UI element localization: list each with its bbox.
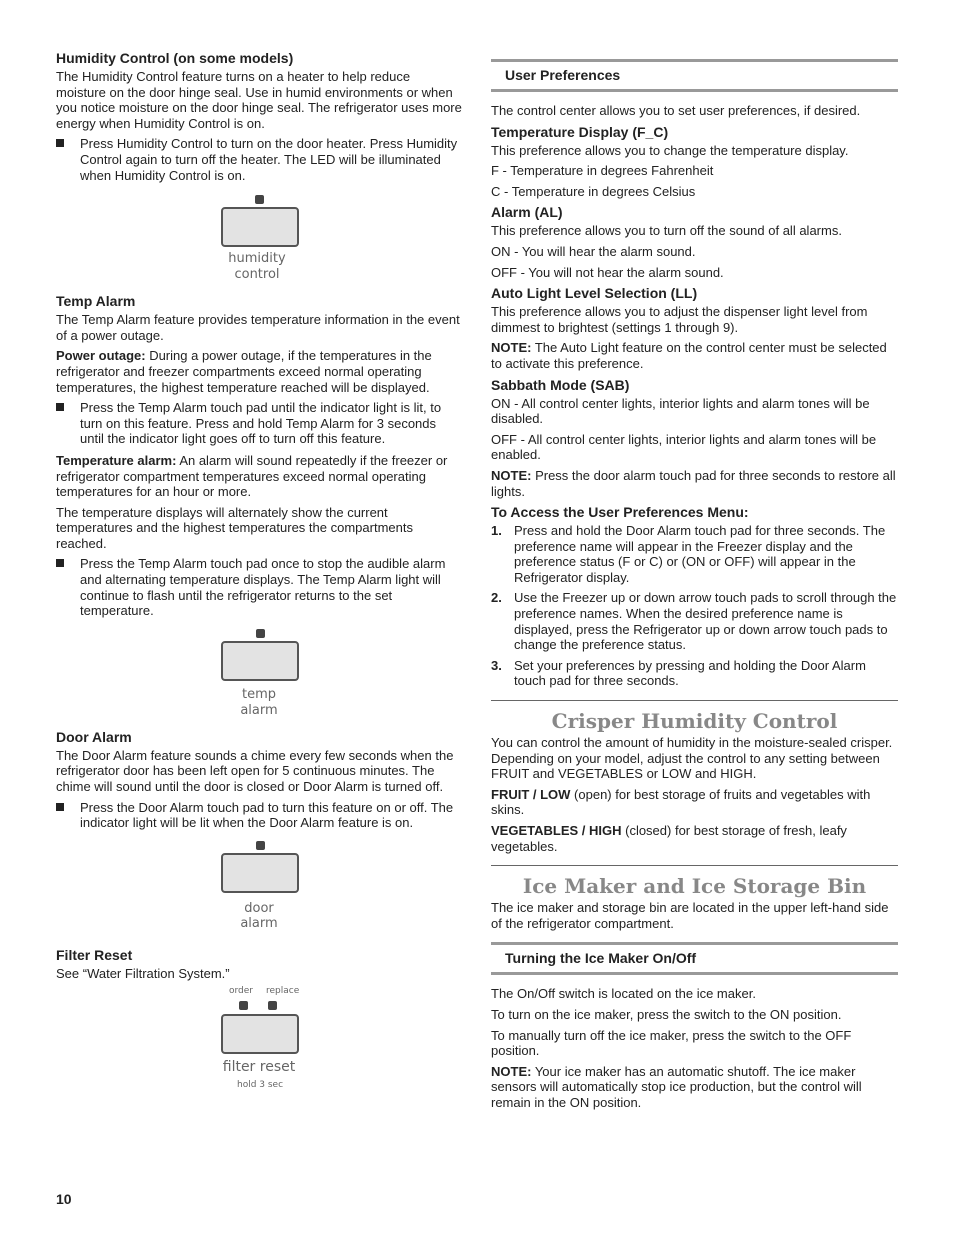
door-alarm-touch-pad (221, 853, 299, 893)
temperature-alarm-text: Temperature alarm: An alarm will sound repeatedly if the freezer or refrigerator compartment temperatures exceed normal operating temperatures for an hour or more. (56, 452, 448, 500)
page-number: 10 (56, 1191, 72, 1207)
right-column (491, 59, 898, 1116)
sabbath-off-option: OFF - All control center lights, interior lights and alarm tones will be enabled. (491, 431, 877, 463)
auto-light-text: This preference allows you to adjust the dispenser light level from dimmest to brightest (settings 1 through 9). (491, 304, 868, 335)
humidity-control-bullet: Press Humidity Control to turn on the door heater. Press Humidity Control again to turn off the heater. The LED will be illuminated when Humidity Control is on. (56, 136, 462, 183)
hold-3-sec-label: hold 3 sec (237, 1080, 284, 1091)
user-preferences-header: User Preferences (491, 59, 898, 92)
temperature-display-text: The temperature displays will alternately show the current temperatures and the highest temperatures the compartments reached. (56, 504, 413, 551)
alarm-label: alarm (240, 702, 278, 718)
power-outage-text: Power outage: During a power outage, if the temperatures in the refrigerator and freezer compartments exceed normal operating temperatures, the highest temperature reached will be displayed. (56, 348, 432, 395)
temp-alarm-heading: Temp Alarm (56, 293, 136, 310)
filter-reset-touch-pad (221, 1014, 299, 1054)
replace-led-icon (268, 1001, 277, 1010)
user-preferences-intro: The control center allows you to set user preferences, if desired. (491, 103, 861, 118)
alarm-on-option: ON - You will hear the alarm sound. (491, 243, 696, 259)
temp-alarm-text: The Temp Alarm feature provides temperature information in the event of a power outage. (56, 312, 460, 343)
sabbath-note: NOTE: Press the door alarm touch pad for three seconds to restore all lights. (491, 467, 896, 499)
left-column (56, 50, 462, 1098)
filter-reset-label: filter reset (222, 1059, 296, 1076)
fruit-low-text: FRUIT / LOW (open) for best storage of fruits and vegetables with skins. (491, 786, 871, 818)
door-label: door (244, 900, 274, 916)
fahrenheit-option: F - Temperature in degrees Fahrenheit (491, 163, 714, 179)
vegetables-high-text: VEGETABLES / HIGH (closed) for best storage of fresh, leafy vegetables. (491, 823, 847, 854)
door-alarm-heading: Door Alarm (56, 728, 132, 745)
turn-off-text: To manually turn off the ice maker, press the switch to the OFF position. (491, 1027, 852, 1059)
turn-on-text: To turn on the ice maker, press the switch to the ON position. (491, 1006, 842, 1022)
temperature-display-heading: Temperature Display (F_C) (491, 123, 669, 140)
access-menu-heading: To Access the User Preferences Menu: (491, 504, 749, 521)
filter-reset-heading: Filter Reset (56, 946, 133, 963)
temp-label: temp (241, 686, 276, 702)
ice-maker-note: NOTE: Your ice maker has an automatic shutoff. The ice maker sensors will automatically stop ice production, but the control will remain in the ON position. (491, 1063, 862, 1110)
switch-location-text: The On/Off switch is located on the ice maker. (491, 986, 756, 1002)
led-indicator-icon (256, 841, 265, 850)
temperature-display-text: This preference allows you to change the temperature display. (491, 142, 849, 158)
door-alarm-bullet: Press the Door Alarm touch pad to turn this feature on or off. The indicator light will be lit when the Door Alarm feature is on. (56, 800, 462, 831)
alarm-off-option: OFF - You will not hear the alarm sound. (491, 264, 724, 280)
replace-label: replace (266, 986, 300, 997)
bullet-icon (56, 139, 64, 147)
alarm-heading: Alarm (AL) (491, 204, 563, 221)
alarm-text: This preference allows you to turn off the sound of all alarms. (491, 223, 842, 239)
auto-light-heading: Auto Light Level Selection (LL) (491, 285, 698, 302)
led-indicator-icon (255, 195, 264, 204)
temp-alarm-button-figure (56, 625, 462, 725)
crisper-text: You can control the amount of humidity in the moisture-sealed crisper. Depending on your model, adjust the control to any setting between FRUIT and VEGETABLES or LOW and HIGH. (491, 735, 893, 782)
step-item: 1. Press and hold the Door Alarm touch pad for three seconds. The preference name will appear in the Freezer display and the preference status (F or C) or (ON or OFF) will appear in the Refrigerator display. (491, 523, 886, 585)
temp-alarm-touch-pad (221, 641, 299, 681)
control-label: control (234, 267, 280, 283)
crisper-humidity-heading: Crisper Humidity Control (491, 700, 898, 733)
door-alarm-button-figure (56, 837, 462, 937)
filter-reset-button-figure (56, 986, 462, 1098)
sabbath-on-option: ON - All control center lights, interior lights and alarm tones will be disabled. (491, 395, 870, 427)
humidity-label: humidity (228, 251, 286, 267)
led-indicator-icon (256, 629, 265, 638)
humidity-control-touch-pad (221, 207, 299, 247)
temp-alarm-bullet-1: Press the Temp Alarm touch pad until the indicator light is lit, to turn on this feature. Press and hold Temp Alarm for 3 seconds until the indicator light goes off to turn off this feature. (56, 400, 462, 447)
ice-maker-text: The ice maker and storage bin are located in the upper left-hand side of the refrigerator compartment. (491, 900, 889, 931)
bullet-icon (56, 559, 64, 567)
celsius-option: C - Temperature in degrees Celsius (491, 183, 696, 199)
step-item: 3. Set your preferences by pressing and holding the Door Alarm touch pad for three seconds. (491, 657, 866, 689)
filter-reset-text: See “Water Filtration System.” (56, 965, 230, 981)
order-led-icon (239, 1001, 248, 1010)
temp-alarm-bullet-2: Press the Temp Alarm touch pad once to stop the audible alarm and alternating temperature displays. The Temp Alarm light will continue to flash until the refrigerator returns to the set temperature. (56, 556, 462, 618)
humidity-control-text: The Humidity Control feature turns on a heater to help reduce moisture on the door hinge seal. Use in humid environments or when you notice moisture on the door hinge seal. The refrigerator uses more energy when Humidity Control is on. (56, 69, 462, 131)
bullet-icon (56, 403, 64, 411)
alarm-label: alarm (240, 915, 278, 931)
sabbath-mode-heading: Sabbath Mode (SAB) (491, 376, 630, 393)
step-item: 2. Use the Freezer up or down arrow touch pads to scroll through the preference names. When the desired preference name is displayed, press the Refrigerator up or down arrow touch pads to change the preference status. (491, 590, 897, 653)
door-alarm-text: The Door Alarm feature sounds a chime every few seconds when the refrigerator door has been left open for 5 continuous minutes. The chime will sound until the door is closed or Door Alarm is turned off. (56, 747, 454, 795)
turning-ice-maker-header: Turning the Ice Maker On/Off (491, 942, 898, 975)
bullet-icon (56, 803, 64, 811)
humidity-control-heading: Humidity Control (on some models) (56, 50, 294, 66)
ice-maker-heading: Ice Maker and Ice Storage Bin (491, 865, 898, 898)
auto-light-note: NOTE: The Auto Light feature on the control center must be selected to activate this preference. (491, 340, 887, 371)
humidity-control-button-figure (56, 189, 462, 283)
order-label: order (229, 986, 253, 997)
